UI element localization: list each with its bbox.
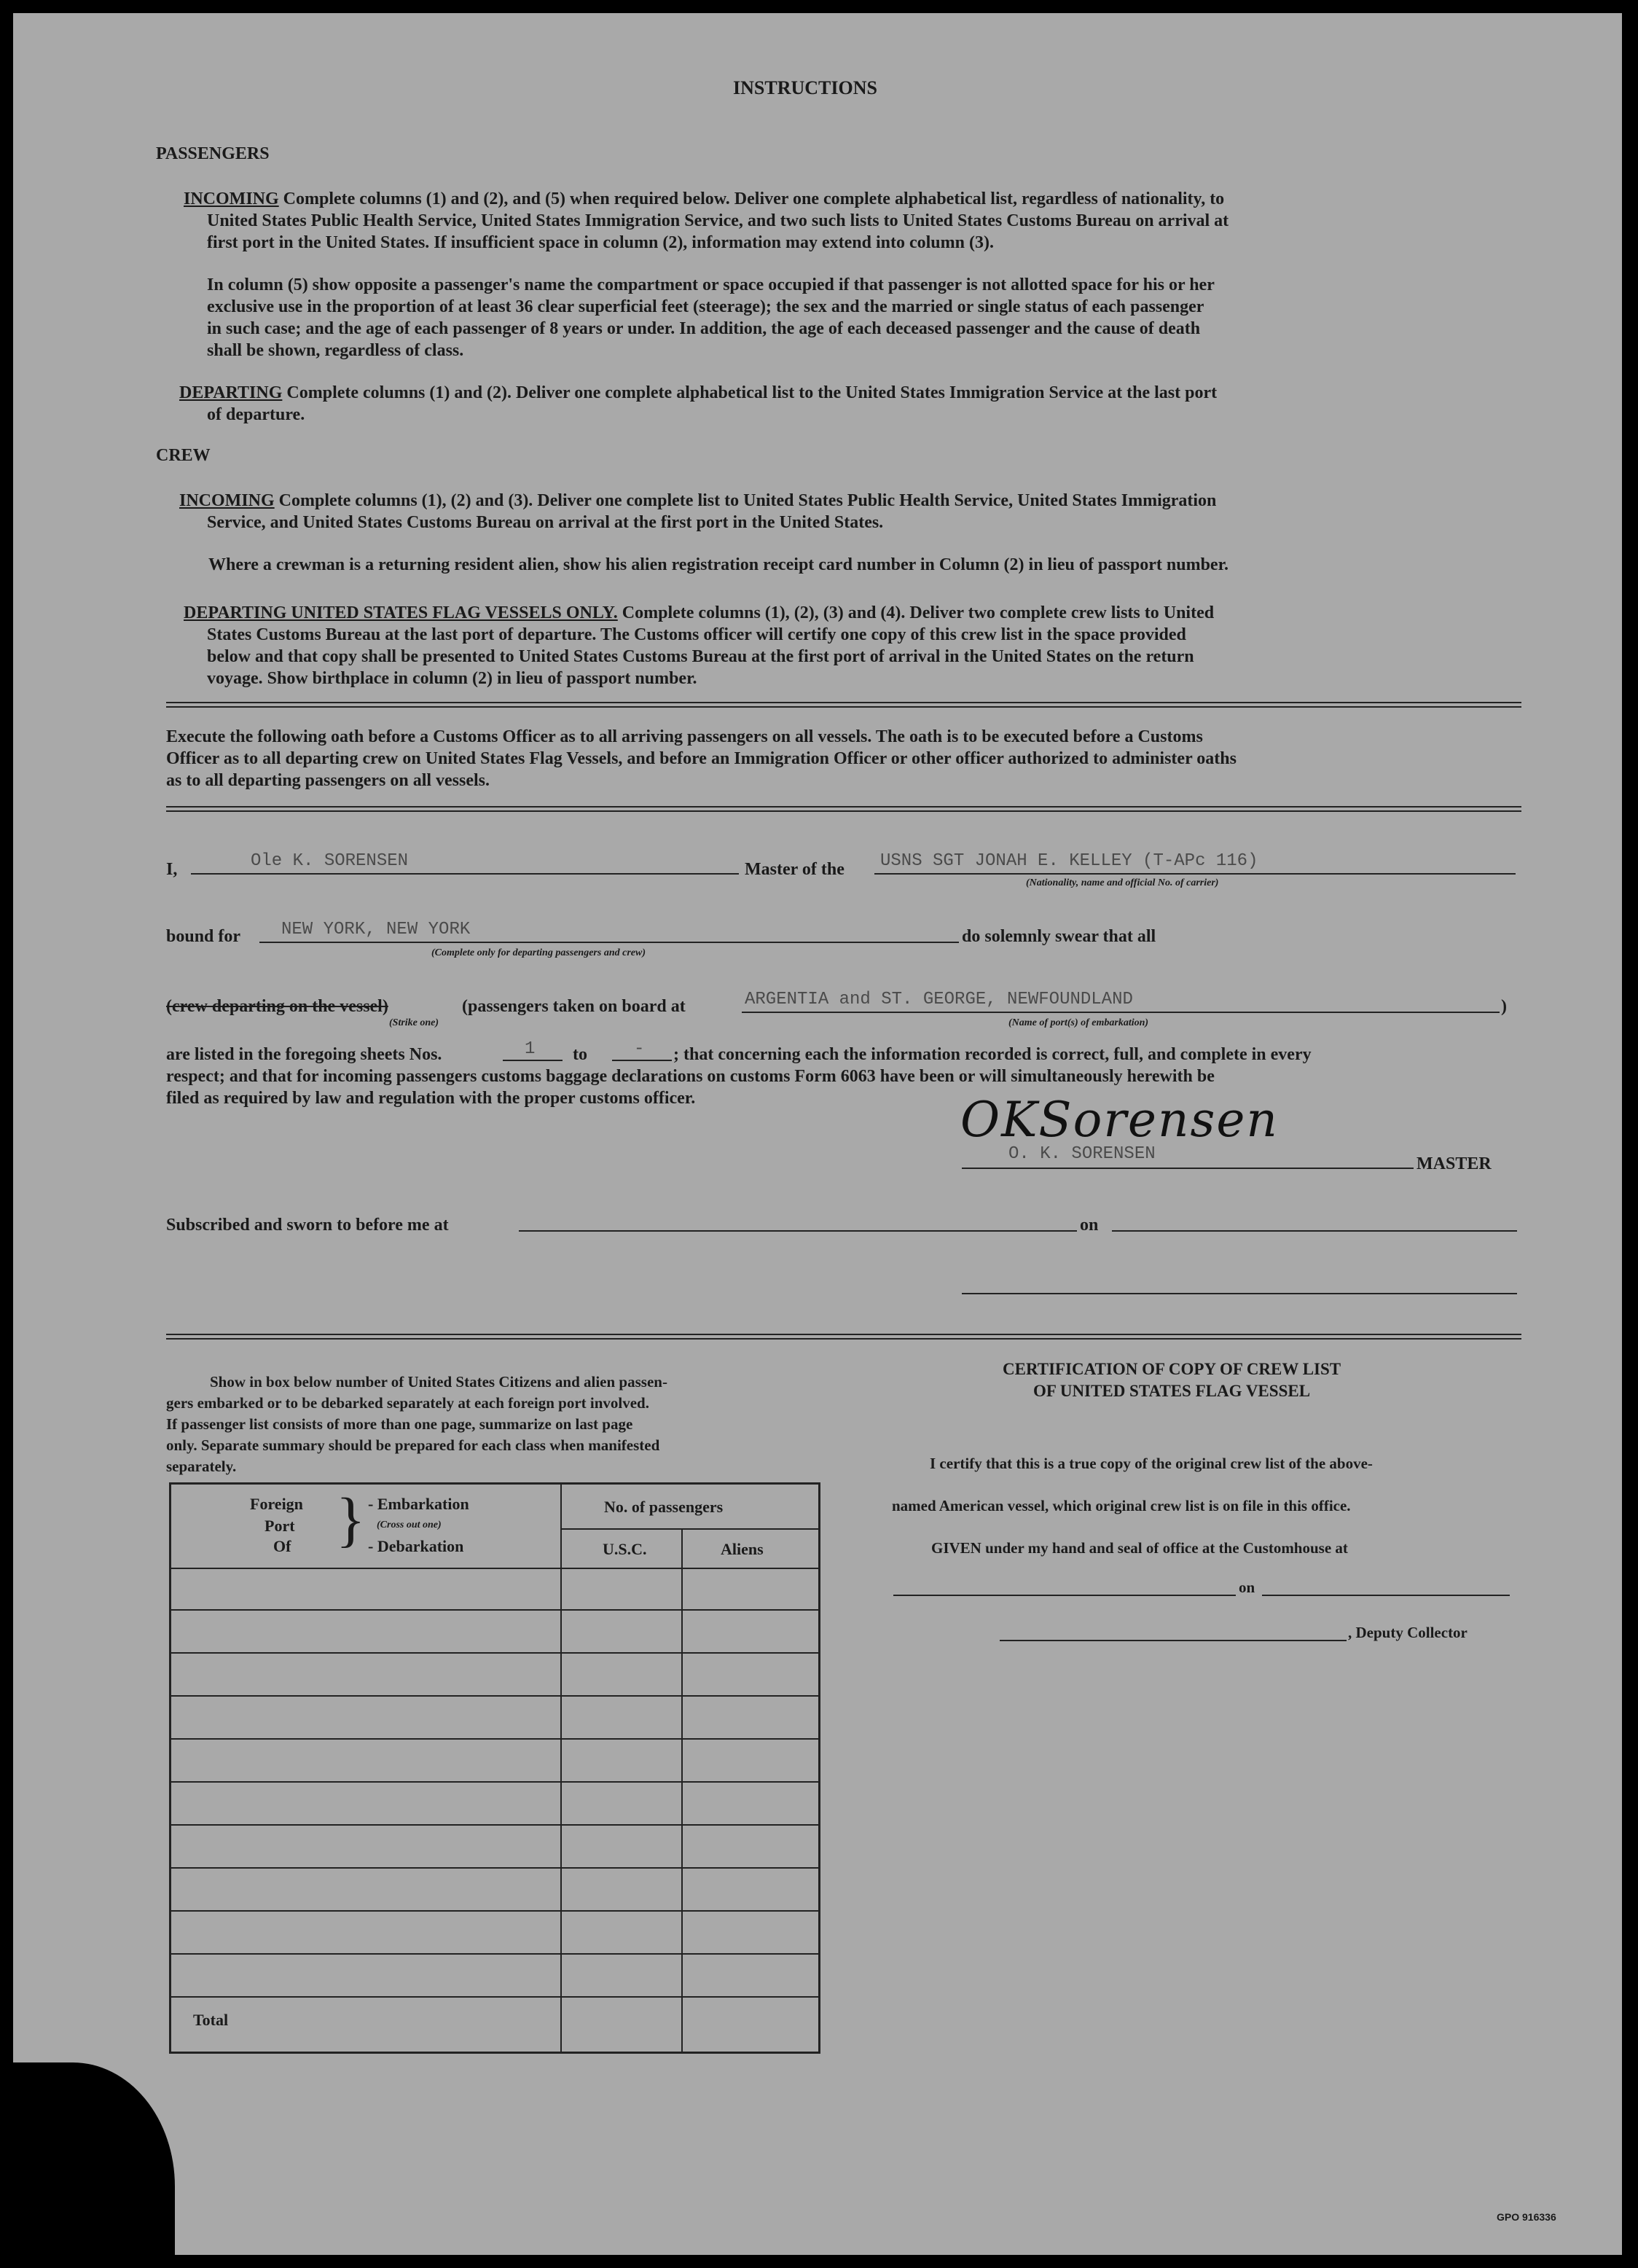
sheet-from-line <box>503 1060 563 1061</box>
table-row[interactable] <box>171 1654 818 1697</box>
passengers-header <box>562 1485 818 1530</box>
subscribed-label: Subscribed and sworn to before me at <box>166 1216 449 1235</box>
subscribed-on-label: on <box>1080 1216 1099 1235</box>
passengers-departing-line-2: of departure. <box>207 405 305 424</box>
master-name-field-line <box>191 873 739 875</box>
crew-incoming-text-1: Complete columns (1), (2) and (3). Deliver one complete list to United States Public Health Service, United States Immigration <box>278 491 1217 510</box>
oath-instructions-line-2: Officer as to all departing crew on United States Flag Vessels, and before an Immigration Officer or other officer authorized to administer oaths <box>166 749 1237 768</box>
foreign-port-header <box>171 1485 562 1569</box>
usc-label: U.S.C. <box>603 1540 647 1558</box>
passengers-incoming-label: INCOMING <box>184 189 279 208</box>
crew-departing-line-2: States Customs Bureau at the last port of departure. The Customs officer will certify one copy of this crew list in the space provided <box>207 625 1186 644</box>
passengers-departing-label: DEPARTING <box>179 383 283 402</box>
master-signature-line <box>962 1168 1414 1169</box>
bound-for-caption: (Complete only for departing passengers and crew) <box>431 947 646 958</box>
master-signature: OKSorensen <box>960 1092 1279 1148</box>
master-of-label: Master of the <box>745 860 845 879</box>
crew-departing-strike: (crew departing on the vessel) <box>166 997 388 1016</box>
crew-resident-alien-text: Where a crewman is a returning resident alien, show his alien registration receipt card number in Column (2) in lieu of passport number. <box>208 555 1229 574</box>
divider <box>166 1334 1521 1340</box>
sheet-to-field[interactable]: - <box>634 1039 645 1059</box>
summary-instructions-line-3: If passenger list consists of more than one page, summarize on last page <box>166 1415 633 1433</box>
certification-on-label: on <box>1239 1579 1255 1596</box>
passengers-departing-text-1: Complete columns (1) and (2). Deliver one complete alphabetical list to the United States Immigration Service at the last port <box>286 383 1218 402</box>
sheet-from-field[interactable]: 1 <box>525 1039 536 1059</box>
sheets-label: are listed in the foregoing sheets Nos. <box>166 1045 442 1064</box>
certification-title-2: OF UNITED STATES FLAG VESSEL <box>1033 1382 1311 1400</box>
passenger-summary-table <box>169 1482 820 2054</box>
table-row[interactable] <box>171 1611 818 1654</box>
aliens-label: Aliens <box>721 1540 764 1558</box>
crew-departing-label: DEPARTING UNITED STATES FLAG VESSELS ONLY. <box>184 603 618 622</box>
to-label: to <box>573 1045 587 1064</box>
table-row[interactable] <box>171 1697 818 1740</box>
foreign-label: Foreign <box>250 1495 303 1513</box>
crew-departing-text-1: Complete columns (1), (2), (3) and (4). Deliver two complete crew lists to United <box>622 603 1215 622</box>
ports-caption: (Name of port(s) of embarkation) <box>1008 1017 1149 1028</box>
column5-line-3: in such case; and the age of each passenger of 8 years or under. In addition, the age of each deceased passenger and the cause of death <box>207 319 1201 338</box>
oath-line-2: respect; and that for incoming passengers customs baggage declarations on customs Form 6063 have been or will simultaneously herewith be <box>166 1067 1215 1086</box>
passengers-departing-line-1 <box>179 382 1217 404</box>
embarkation-label: - Embarkation <box>368 1495 469 1513</box>
certification-title-1: CERTIFICATION OF COPY OF CREW LIST <box>1003 1360 1341 1378</box>
close-paren: ) <box>1501 997 1507 1016</box>
crew-departing-line-4: voyage. Show birthplace in column (2) in lieu of passport number. <box>207 669 697 688</box>
master-label: MASTER <box>1416 1154 1492 1173</box>
column5-line-4: shall be shown, regardless of class. <box>207 341 464 360</box>
bound-for-field[interactable]: NEW YORK, NEW YORK <box>281 920 471 939</box>
oath-i-label: I, <box>166 860 178 879</box>
port-label: Port <box>264 1517 295 1535</box>
debarkation-label: - Debarkation <box>368 1537 464 1555</box>
swear-text: do solemnly swear that all <box>962 927 1156 946</box>
divider <box>166 806 1521 812</box>
certification-text-2: named American vessel, which original crew list is on file in this office. <box>892 1497 1351 1514</box>
table-row[interactable] <box>171 1955 818 1998</box>
crew-departing-line-3: below and that copy shall be presented to United States Customs Bureau at the first port of arrival in the United States on the return <box>207 647 1194 666</box>
crew-departing-line-1 <box>184 602 1214 624</box>
form-number: GPO 916336 <box>1497 2211 1556 2223</box>
total-row <box>171 1998 818 2046</box>
summary-instructions-line-2: gers embarked or to be debarked separately at each foreign port involved. <box>166 1394 649 1412</box>
table-row[interactable] <box>171 1869 818 1912</box>
column5-line-1: In column (5) show opposite a passenger's name the compartment or space occupied if that passenger is not allotted space for his or her <box>207 275 1215 294</box>
summary-instructions-rest <box>166 1393 659 1477</box>
summary-instructions <box>210 1372 667 1393</box>
subscribed-place-field[interactable] <box>519 1230 1077 1232</box>
certification-text-1: I certify that this is a true copy of the original crew list of the above- <box>930 1455 1373 1472</box>
passengers-incoming-line-2: United States Public Health Service, United States Immigration Service, and two such lists to United States Customs Bureau on arrival at <box>207 211 1229 230</box>
vessel-field[interactable]: USNS SGT JONAH E. KELLEY (T-APc 116) <box>880 851 1258 871</box>
passengers-incoming-text-1: Complete columns (1) and (2), and (5) when required below. Deliver one complete alphabetical list, regardless of nationality, to <box>283 189 1225 208</box>
master-typed-name: O. K. SORENSEN <box>1008 1144 1156 1164</box>
oath-line-3: filed as required by law and regulation with the proper customs officer. <box>166 1089 696 1108</box>
sheet-to-line <box>612 1060 672 1061</box>
deputy-collector-label: , Deputy Collector <box>1348 1624 1467 1641</box>
certification-place-field[interactable] <box>893 1595 1236 1596</box>
ports-field[interactable]: ARGENTIA and ST. GEORGE, NEWFOUNDLAND <box>745 990 1133 1009</box>
bound-for-field-line <box>259 942 959 943</box>
certification-date-field[interactable] <box>1262 1595 1510 1596</box>
deputy-collector-signature-field[interactable] <box>1000 1640 1347 1641</box>
usc-header <box>562 1530 683 1569</box>
page-title: INSTRUCTIONS <box>733 77 877 98</box>
table-rows <box>171 1568 818 2046</box>
summary-instructions-line-5: separately. <box>166 1458 237 1475</box>
strike-caption: (Strike one) <box>389 1017 439 1028</box>
aliens-header <box>683 1530 818 1569</box>
column5-line-2: exclusive use in the proportion of at least 36 clear superficial feet (steerage); the sex and the married or single status of each passenger <box>207 297 1204 316</box>
crew-heading: CREW <box>156 446 211 465</box>
ports-field-line <box>742 1012 1500 1013</box>
passengers-taken-text: (passengers taken on board at <box>462 997 686 1016</box>
table-row[interactable] <box>171 1826 818 1869</box>
passengers-heading: PASSENGERS <box>156 144 270 163</box>
summary-instructions-line-4: only. Separate summary should be prepared for each class when manifested <box>166 1436 660 1454</box>
no-of-passengers-label: No. of passengers <box>604 1498 724 1516</box>
master-name-field[interactable]: Ole K. SORENSEN <box>251 851 409 871</box>
crew-incoming-label: INCOMING <box>179 491 275 510</box>
of-label: Of <box>273 1537 291 1555</box>
vessel-field-line <box>874 873 1516 875</box>
certification-text-3: GIVEN under my hand and seal of office at the Customhouse at <box>931 1539 1348 1557</box>
table-row[interactable] <box>171 1740 818 1783</box>
passengers-incoming-line-3: first port in the United States. If insufficient space in column (2), information may extend into column (3). <box>207 233 994 252</box>
bound-for-label: bound for <box>166 927 241 946</box>
vessel-caption: (Nationality, name and official No. of carrier) <box>1026 877 1219 888</box>
summary-instructions-line-1: Show in box below number of United States Citizens and alien passen- <box>210 1373 667 1391</box>
form-sheet <box>13 13 1622 2255</box>
crew-incoming-line-1 <box>179 490 1216 512</box>
oath-instructions-line-3: as to all departing passengers on all vessels. <box>166 771 490 790</box>
table-row[interactable] <box>171 1568 818 1611</box>
table-row[interactable] <box>171 1783 818 1826</box>
oath-instructions-line-1: Execute the following oath before a Customs Officer as to all arriving passengers on all vessels. The oath is to be executed before a Customs <box>166 727 1203 746</box>
officer-signature-field[interactable] <box>962 1293 1517 1294</box>
subscribed-date-field[interactable] <box>1112 1230 1517 1232</box>
divider <box>166 702 1521 708</box>
passengers-incoming-line-1 <box>184 188 1224 210</box>
table-row[interactable] <box>171 1912 818 1955</box>
brace-icon: } <box>336 1486 366 1554</box>
crew-incoming-line-2: Service, and United States Customs Bureau on arrival at the first port in the United States. <box>207 513 884 532</box>
total-label: Total <box>193 2011 229 2029</box>
sheets-text: ; that concerning each the information recorded is correct, full, and complete in every <box>673 1045 1312 1064</box>
cross-out-caption: (Cross out one) <box>377 1520 442 1530</box>
